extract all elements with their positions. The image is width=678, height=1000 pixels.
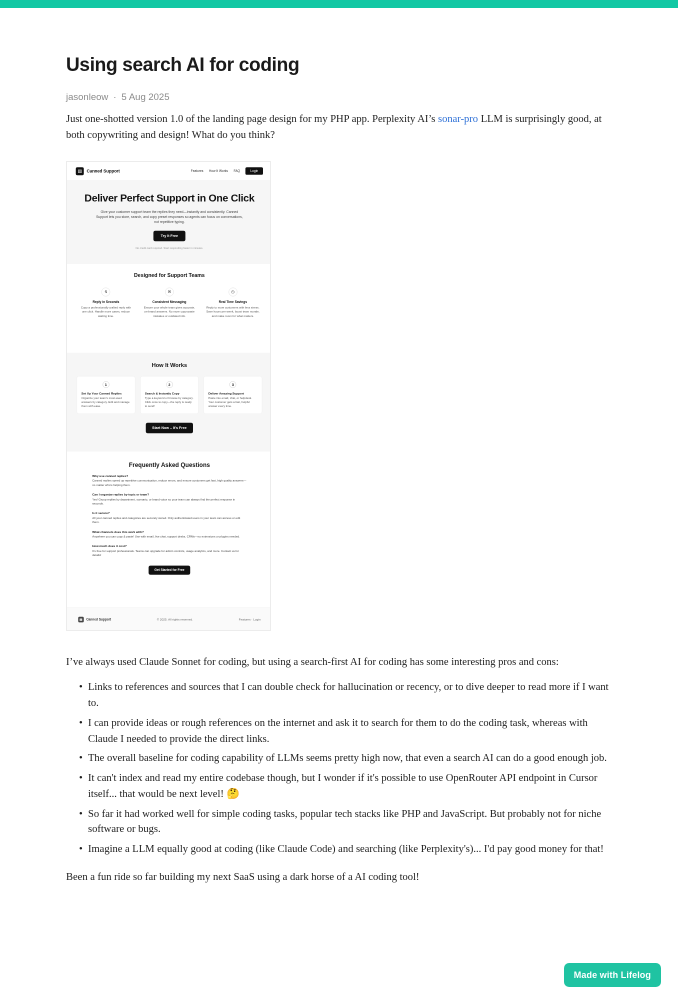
lp-feature-title: Reply in Seconds [92,299,120,304]
lp-faq-question: Can I organize replies by topic or team? [92,492,150,496]
lp-faq-item [92,529,246,538]
lp-faq-item [92,511,246,524]
intro-paragraph [66,112,612,144]
lp-step-text: Organize your team's most-used answers by category. Edit and manage them with ease. [81,396,130,408]
made-with-lifelog-badge[interactable]: Made with Lifelog [564,963,661,987]
lp-login-button: Login [246,167,263,175]
lp-feature-text: Reply to more customers with less stress. Save hours per week, boost team morale, and make room for what matters. [206,305,260,318]
lp-feature-reply-in-seconds [78,287,133,318]
clock-icon: ◷ [228,287,237,296]
lp-steps-row [67,376,271,414]
author-link[interactable]: jasonleow [66,92,109,103]
body-intro-paragraph: I’ve always used Claude Sonnet for coding, but using a search-first AI for coding has some interesting pros and cons: [66,656,559,668]
lp-brand-name: Canned Support [86,168,120,173]
post-body [66,655,612,886]
message-icon: ✉ [165,287,174,296]
list-item: • The overall baseline for coding capability of LLMs seems pretty high now, that even a search AI can do a good enough job. [66,751,612,767]
lp-faq-answer: Yes! Group replies by department, scenario, or brand voice so your team can always find the perfect response in seconds. [92,496,236,505]
byline [66,92,612,103]
lp-footer-brand [78,616,111,622]
lp-faq-answer: Canned replies speed up repetitive communication, reduce errors, and ensure customers get fast, high quality answers—no matter who's helping them. [92,478,247,487]
lp-feature-text: Ensure your whole team gives accurate, on-brand answers. No more copy-paste mistakes or outdated info. [143,305,195,318]
lp-try-it-free-button: Try It Free [154,230,186,240]
lp-how-heading: How It Works [151,361,188,368]
lp-faq-answer: Anywhere you can copy & paste! Use with email, live chat, support desks, CRMs—no extensions or plugins needed. [92,534,240,538]
lp-step-title: Search & Instantly Copy [144,391,180,395]
intro-text-before: Just one-shotted version 1.0 of the landing page design for my PHP app. Perplexity AI’s [66,114,439,125]
lp-step-number: 1 [103,381,110,388]
lp-faq-answer: It's free for support professionals. Teams can upgrade for admin controls, usage analytics, and more. Contact us for details! [92,548,239,557]
lp-faq-question: What channels does this work with? [92,529,144,534]
byline-separator: · [113,92,117,103]
lp-nav [191,167,263,175]
lp-feature-text: Copy a professionally crafted reply with one click. Handle more cases, reduce waiting time. [80,305,131,318]
list-item: • Links to references and sources that I can double check for hallucination or recency, or to dive deeper to read more if I want to. [66,680,612,712]
zap-icon: ↯ [102,287,111,296]
closing-paragraph: Been a fun ride so far building my next SaaS using a dark horse of a AI coding tool! [66,871,420,883]
lp-faq-item [92,474,246,487]
lp-hero-headline: Deliver Perfect Support in One Click [84,191,255,204]
lp-header [67,162,271,180]
lp-footer-copyright: © 2025. All rights reserved. [156,617,193,621]
lp-step-card-2 [140,376,199,414]
list-item: • Imagine a LLM equally good at coding (like Claude Code) and searching (like Perplexity's)... I'd pay good money for that! [66,842,612,858]
lp-faq-item [92,492,246,505]
list-item: • So far it had worked well for simple coding tasks, popular tech stacks like PHP and JavaScript. But probably not for niche software or bugs. [66,807,612,839]
lp-footer-links: Features · Login [238,617,261,621]
lp-step-card-1 [77,376,136,414]
lp-footer-logo-icon: ▤ [79,617,83,621]
lp-nav-how-it-works: How It Works [208,168,228,173]
lp-logo-icon: ▤ [77,168,82,174]
lp-hero-footnote: No credit card required. Start responding faster in minutes. [135,246,204,250]
lp-step-title: Set Up Your Canned Replies [81,391,122,395]
lp-hero-section [67,180,271,264]
lp-features-row [67,287,271,318]
lp-faq-heading: Frequently Asked Questions [128,461,210,469]
site-accent-bar [0,0,678,8]
lp-nav-faq: FAQ [233,168,240,173]
lp-footer-brand-name: Canned Support [86,617,112,621]
lp-brand [76,167,120,175]
lp-how-it-works-section [67,352,271,451]
lp-faq-section [67,451,271,607]
sonar-pro-link[interactable]: sonar-pro [438,114,479,125]
lp-faq-item [92,544,246,557]
lp-feature-title: Real Time Savings [218,299,247,304]
lp-hero-subtext: Give your customer support team the replies they need—instantly and consistently. Canned Support lets you store, search, and copy preset responses so agents can focus on conversations, not repetitive typing. [96,209,243,224]
lp-footer [67,607,271,630]
list-item: • I can provide ideas or rough references on the internet and ask it to search for them to do the coding task, whereas with Claude I needed to provide the direct links. [66,716,612,748]
lp-get-started-button: Get Started for Free [149,565,190,574]
page-title: Using search AI for coding [66,55,300,76]
lp-nav-features: Features [190,168,204,173]
blog-post [0,8,678,886]
lp-step-number: 2 [166,381,173,388]
lp-features-section [67,264,271,353]
landing-page-screenshot[interactable] [66,161,271,631]
lp-features-heading: Designed for Support Teams [134,271,205,278]
intro-text-after: LLM is surprisingly good, at both copywriting and design! What do you think? [66,114,602,141]
lp-step-text: Type a keyword or browse by category. Click once to copy—the reply is ready to send! [144,396,194,408]
lp-step-card-3 [204,376,263,414]
lp-feature-consistent-messaging [142,287,197,318]
lp-faq-question: How much does it cost? [92,543,127,548]
list-item: • It can't index and read my entire codebase though, but I wonder if it's possible to use OpenRouter API endpoint in Cursor itself... that would be next level! 🤔 [66,771,612,803]
lp-faq-question: Why use canned replies? [92,473,129,478]
lp-start-now-button: Start Now – It's Free [146,422,193,432]
lp-step-number: 3 [229,381,236,388]
lp-feature-real-time-savings [205,287,260,318]
lp-faq-answer: All your canned replies and categories are securely stored. Only authenticated users in your team can access or edit them. [92,515,241,524]
landing-page [67,162,271,631]
lp-feature-title: Consistent Messaging [152,299,187,304]
lp-faq-question: Is it secure? [92,510,110,515]
pros-cons-list [66,680,612,858]
lp-step-title: Deliver Amazing Support [208,391,244,395]
lp-step-text: Paste into email, chat, or helpdesk. Your customer gets a fast, helpful answer every time. [208,396,252,408]
post-date: 5 Aug 2025 [121,92,170,103]
